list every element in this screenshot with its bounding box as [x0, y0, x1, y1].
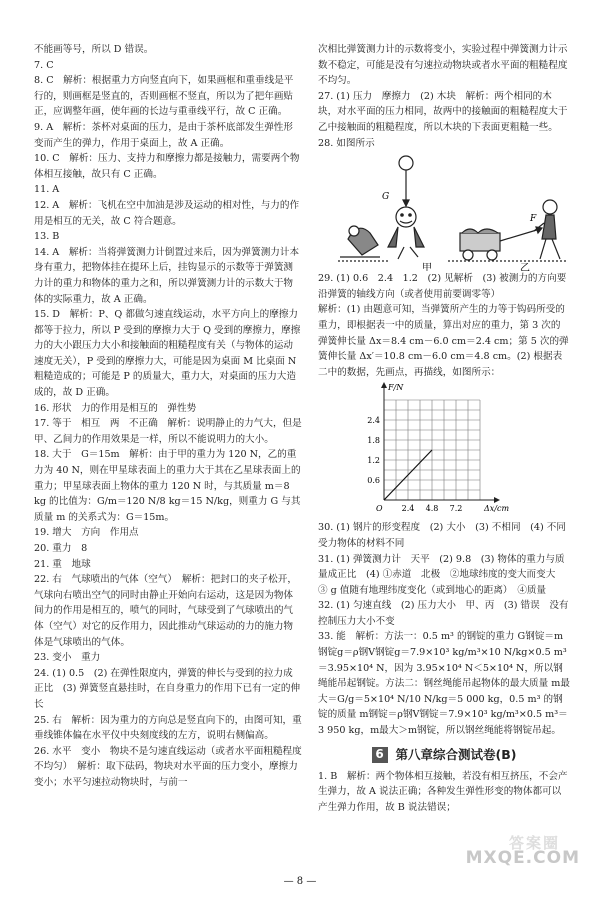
y-axis-arrow	[381, 382, 387, 388]
answer-item: 15. D 解析：P、Q 都做匀速直线运动，水平方向上的摩擦力都等于拉力，所以 P 受到的摩擦力大于 Q 受到的摩擦力，摩擦力的大小跟压力大小和接触面的粗糙程度有关（与物体的运动速度无关），P 受到的摩擦力大，可能是因为桌面 M 比桌面 N 粗糙造成的；可能是 P 的质量大，重力大，对桌面的压力大造成的，故 D 正确。	[34, 309, 301, 399]
figure-label-G: G	[382, 192, 390, 203]
answer-item: 21. 重 地球	[34, 558, 91, 570]
x-tick-label: 7.2	[449, 504, 463, 514]
answer-item: 9. A 解析：茶杯对桌面的压力，是由于茶杯底部发生弹性形变而产生的弹力，作用于桌面上，故 A 正确。	[34, 121, 293, 149]
watermark-cn: 答案圈	[508, 834, 560, 852]
figure-label-jia: 甲	[422, 263, 432, 272]
y-tick-label: 0.6	[367, 476, 380, 486]
page-number: — 8 —	[283, 876, 317, 887]
force-diagram	[318, 151, 570, 271]
figure-jia-drawing	[338, 156, 424, 261]
answer-item: 28. 如图所示	[318, 137, 375, 149]
answer-item: 11. A	[34, 184, 60, 196]
answer-item: 22. 右 气球喷出的气体（空气） 解析：把封口的夹子松开，气球向右喷出空气的同时由静止开始向右运动，这是因为物体间力的作用是相互的，喷气的同时，气球受到了气球喷出的气体（空气）对它的反作用力，因此推动气球运动的力的施力物体是气球喷出的气体。	[34, 574, 297, 648]
answer-item: 16. 形状 力的作用是相互的 弹性势	[34, 402, 197, 414]
answer-item: 20. 重力 8	[34, 543, 88, 554]
section-header	[318, 747, 570, 763]
answer-item: 不能画等号，所以 D 错误。	[34, 44, 154, 55]
answer-item: 24. (1) 0.5 (2) 在弹性限度内，弹簧的伸长与受到的拉力成正比 (3) 弹簧竖直悬挂时，在自身重力的作用下已有一定的伸长	[34, 667, 301, 710]
answer-item: 23. 变小 重力	[34, 652, 101, 664]
answer-item: 33. 能 解析：方法一：0.5 m³ 的钢锭的重力 G钢锭＝m钢锭g＝ρ钢V钢锭g＝7.9×10³ kg/m³×10 N/kg×0.5 m³＝3.95×10⁴ N，因为 3.95×10⁴ N＜5×10⁴ N，所以钢绳能吊起钢锭。方法二：钢丝绳能吊起物体的最大质量 m最大＝G/g＝5×10⁴ N/10 N/kg＝5 000 kg，0.5 m³ 的钢锭的质量 m钢锭＝ρ钢V钢锭＝7.9×10³ kg/m³×0.5 m³＝3 950 kg，m最大＞m钢锭，所以钢丝绳能将钢锭吊起。	[318, 631, 570, 737]
section-number: 6	[372, 747, 388, 763]
answer-item: 解析：(1) 由题意可知，当弹簧所产生的力等于钩码所受的重力，即根据表一中的质量，算出对应的重力，第 3 次的弹簧伸长量 Δx＝8.4 cm－6.0 cm＝2.4 cm；第 5 次的弹簧伸长量 Δx′＝10.8 cm－6.0 cm＝4.8 cm。(2) 根据表二中的数据，先画点，再描线，如图所示：	[318, 304, 569, 378]
right-column	[318, 42, 576, 815]
force-extension-chart	[318, 382, 570, 518]
answer-29-chart	[318, 382, 570, 518]
x-tick-label: 4.8	[425, 504, 439, 514]
figure-yi-drawing	[448, 200, 568, 261]
answer-item: 25. 右 解析：因为重力的方向总是竖直向下的，由图可知，重垂线锥体偏在水平仪中央刻度线的左方，说明右侧偏高。	[34, 714, 302, 742]
answer-item: 8. C 解析：根据重力方向竖直向下，如果画框和重垂线是平行的，则画框是竖直的，否则画框不竖直，所以为了把年画贴正，应调整年画，使年画的长边与重垂线平行，故 C 正确。	[34, 75, 294, 118]
answer-item: 29. (1) 0.6 2.4 1.2 (2) 见解析 (3) 被测力的方向要沿弹簧的轴线方向（或者使用前要调零等）	[318, 273, 567, 300]
answer-item: 7. C	[34, 59, 54, 71]
y-tick-label: 1.2	[367, 456, 380, 466]
answer-item: 30. (1) 钢片的形变程度 (2) 大小 (3) 不相同 (4) 不同 受力物体的材料不同	[318, 522, 576, 549]
answer-item: 12. A 解析：飞机在空中加油是涉及运动的相对性，与力的作用是相互的无关，故 C 符合题意。	[34, 199, 300, 227]
answer-item: 27. (1) 压力 摩擦力 (2) 木块 解析：两个相同的木块，对水平面的压力相同，故两中的接触面的粗糙程度大于乙中接触面的粗糙程度，所以木块的下表面更粗糙一些。	[318, 90, 568, 133]
x-axis-label: Δx/cm	[484, 504, 510, 514]
x-axis-arrow	[494, 497, 500, 503]
figure-label-yi: 乙	[520, 263, 530, 272]
answer-item: 13. B	[34, 231, 60, 243]
left-column	[34, 42, 302, 791]
answer-item: 19. 增大 方向 作用点	[34, 527, 139, 539]
answer-item: 次相比弹簧测力计的示数将变小，实验过程中弹簧测力计示数不稳定，可能是没有匀速拉动物块或者水平面的粗糙程度不均匀。	[318, 44, 568, 87]
answer-item: 10. C 解析：压力、支持力和摩擦力都是接触力，需要两个物体相互接触，故只有 C 正确。	[34, 153, 300, 180]
answer-item: 26. 水平 变小 物块不是匀速直线运动（或者水平面粗糙程度不均匀） 解析：取下砝码，物块对水平面的压力变小，摩擦力变小；水平匀速拉动物块时，与前一	[34, 745, 302, 788]
y-tick-label: 1.8	[367, 436, 380, 446]
origin-label: O	[376, 504, 383, 514]
x-tick-label: 2.4	[401, 504, 415, 514]
watermark: MXQE.COM	[465, 848, 580, 868]
answer-item: 14. A 解析：当将弹簧测力计倒置过来后，因为弹簧测力计本身有重力，把物体挂在提环上后，挂钩显示的示数等于弹簧测力计的重力和物体的重力之和，所以弹簧测力计的示数大于物体的实际重力，故 A 正确。	[34, 246, 300, 305]
answer-item: 17. 等于 相互 两 不正确 解析：说明静止的力气大，但是甲、乙间力的作用效果是一样，所以不能说明力的大小。	[34, 418, 302, 445]
answer-item: 18. 大于 G＝15m 解析：由于甲的重力为 120 N，乙的重力为 40 N，则在甲星球表面上的重力大于其在乙星球表面上的重力；甲星球表面上物体的重力 120 N 时，与其质量 m＝8 kg 的比值为：G/m＝120 N/8 kg＝15 N/kg，则重力 G 与其质量 m 的关系式为：G＝15m。	[34, 449, 301, 523]
answer-item: 32. (1) 匀速直线 (2) 压力大小 甲、丙 (3) 错误 没有控制压力大小不变	[318, 600, 569, 627]
figure-label-F: F	[530, 214, 537, 225]
section-title: 第八章综合测试卷(B)	[395, 746, 517, 762]
y-axis-label: F/N	[388, 383, 404, 393]
answer-item: 1. B 解析：两个物体相互接触，若没有相互挤压，不会产生弹力，故 A 说法正确；各种发生弹性形变的物体都可以产生弹力作用，故 B 说法错误；	[318, 770, 568, 813]
answer-28-figure	[318, 151, 570, 271]
answer-item: 31. (1) 弹簧测力计 天平 (2) 9.8 (3) 物体的重力与质量成正比 (4) ①赤道 北极 ②地球纬度的变大而变大 ③ g 值随有地理纬度变化（或到地心的距离） ④质量	[318, 553, 565, 596]
y-tick-label: 2.4	[367, 416, 380, 426]
